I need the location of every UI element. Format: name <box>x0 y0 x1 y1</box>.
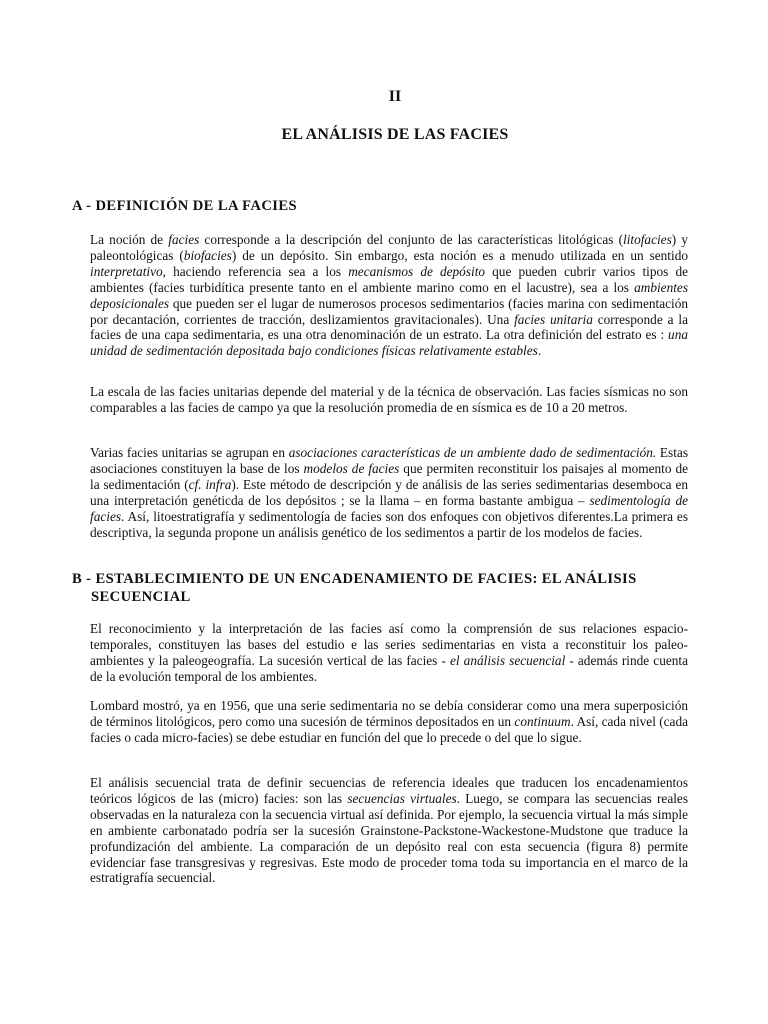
italic-text-run: una unidad de sedimentación depositada bajo condiciones físicas relativamente estables <box>90 327 688 359</box>
section-a-paragraph-1 <box>90 232 688 359</box>
section-b-heading-line-1: B - ESTABLECIMIENTO DE UN ENCADENAMIENTO DE FACIES: EL ANÁLISIS <box>72 571 637 587</box>
text-run: Varias facies unitarias se agrupan en <box>90 445 289 460</box>
section-b-paragraph-3 <box>90 775 688 886</box>
section-a-heading: A - DEFINICIÓN DE LA FACIES <box>72 198 298 214</box>
section-a-paragraph-3 <box>90 445 688 540</box>
text-run: que pueden ser el lugar de numerosos procesos sedimentarios (facies marina con sedimentación por decantación, corrientes de tracción, deslizamientos gravitacionales). Una <box>90 295 688 327</box>
text-run: El reconocimiento y la interpretación de las facies así como la comprensión de sus relaciones espacio-temporales, constituyen las bases del estudio e las series sedimentarias en vista a reconstituir los paleo-ambientes y la paleogeografía. La sucesión vertical de las facies - <box>90 621 688 668</box>
italic-text-run: litofacies <box>623 232 672 247</box>
italic-text-run: biofacies <box>183 247 232 263</box>
text-run: ) y paleontológicas ( <box>90 232 688 263</box>
italic-text-run: interpretativo <box>90 263 163 279</box>
italic-text-run: continuum <box>514 713 571 729</box>
italic-text-run: sedimentología de facies <box>90 492 689 524</box>
italic-text-run: modelos de facies <box>303 460 400 476</box>
section-a-paragraph-2 <box>90 384 688 416</box>
text-run: , haciendo referencia sea a los <box>162 263 349 279</box>
text-run: El análisis secuencial trata de definir secuencias de referencia ideales que traducen los encadenamientos teóricos lógicos de las (micro) facies: son las <box>90 775 688 806</box>
text-run: ) de un depósito. Sin embargo, esta noción es a menudo utilizada en un sentido <box>231 247 688 263</box>
text-run: . <box>537 343 542 359</box>
text-run: . Así, cada nivel (cada facies o cada micro-facies) se debe estudiar en función del que lo precede o del que lo sigue. <box>90 713 689 745</box>
text-run: La noción de <box>90 232 169 247</box>
italic-text-run: asociaciones características de un ambiente dado de sedimentación. <box>288 445 657 460</box>
italic-text-run: facies <box>168 232 200 247</box>
italic-text-run: cf. infra <box>188 476 232 492</box>
section-b-paragraph-1 <box>90 621 688 685</box>
text-run: La escala de las facies unitarias depende del material y de la técnica de observación. Las facies sísmicas no son comparables a las facies de campo ya que la resolución promedia de en sísmica es de 10 a 20 metros. <box>90 384 688 415</box>
section-b-paragraph-2 <box>90 698 688 746</box>
section-b-heading <box>72 570 712 606</box>
text-run: . Luego, se compara las secuencias reales observadas en la naturaleza con la secuencia virtual así definida. Por ejemplo, la secuencia virtual la más simple en ambiente carbonatado podría ser la sucesión Grainstone-Packstone-Wackestone-Mudstone que traduce la profundización del ambiente. La comparación de un depósito real con esta secuencia (figura 8) permite evidenciar fase transgresivas y regresivas. Este modo de proceder toma toda su importancia en el marco de la estratigrafía secuencial. <box>90 790 688 886</box>
text-run: Estas asociaciones constituyen la base de los <box>90 445 688 476</box>
text-run: ). Este método de descripción y de análisis de las series sedimentarias desemboca en una interpretación genéticda de los depósitos ; se la llama – en forma bastante ambigua – <box>90 476 688 508</box>
text-run: Lombard mostró, ya en 1956, que una serie sedimentaria no se debía considerar como una mera superposición de términos litológicos, pero como una sucesión de términos depositados en un <box>90 698 688 729</box>
italic-text-run: el análisis secuencial <box>449 652 566 668</box>
italic-text-run: facies unitaria <box>514 311 593 327</box>
italic-text-run: secuencias virtuales <box>347 790 457 806</box>
section-b-heading-line-2: SECUENCIAL <box>91 589 191 605</box>
text-run: que pueden cubrir varios tipos de ambientes (facies turbidítica presente tanto en el ambiente marino como en el lacustre), sea a los <box>90 263 688 295</box>
italic-text-run: ambientes deposicionales <box>90 279 688 311</box>
text-run: . Así, litoestratigrafía y sedimentología de facies son dos enfoques con objetivos diferentes.La primera es descriptiva, la segunda propone un análisis genético de los sedimentos a partir de los modelos de facies. <box>90 508 688 540</box>
text-run: corresponde a la descripción del conjunto de las características litológicas ( <box>199 232 623 247</box>
italic-text-run: mecanismos de depósito <box>348 263 486 279</box>
chapter-number: II <box>388 88 402 105</box>
text-run: corresponde a la facies de una capa sedimentaria, es una otra denominación de un estrato. La otra definición del estrato es : <box>90 311 688 343</box>
text-run: que permiten reconstituir los paisajes al momento de la sedimentación ( <box>90 460 688 492</box>
text-run: - además rinde cuenta de la evolución temporal de los ambientes. <box>90 652 688 684</box>
chapter-title: EL ANÁLISIS DE LAS FACIES <box>281 126 509 143</box>
